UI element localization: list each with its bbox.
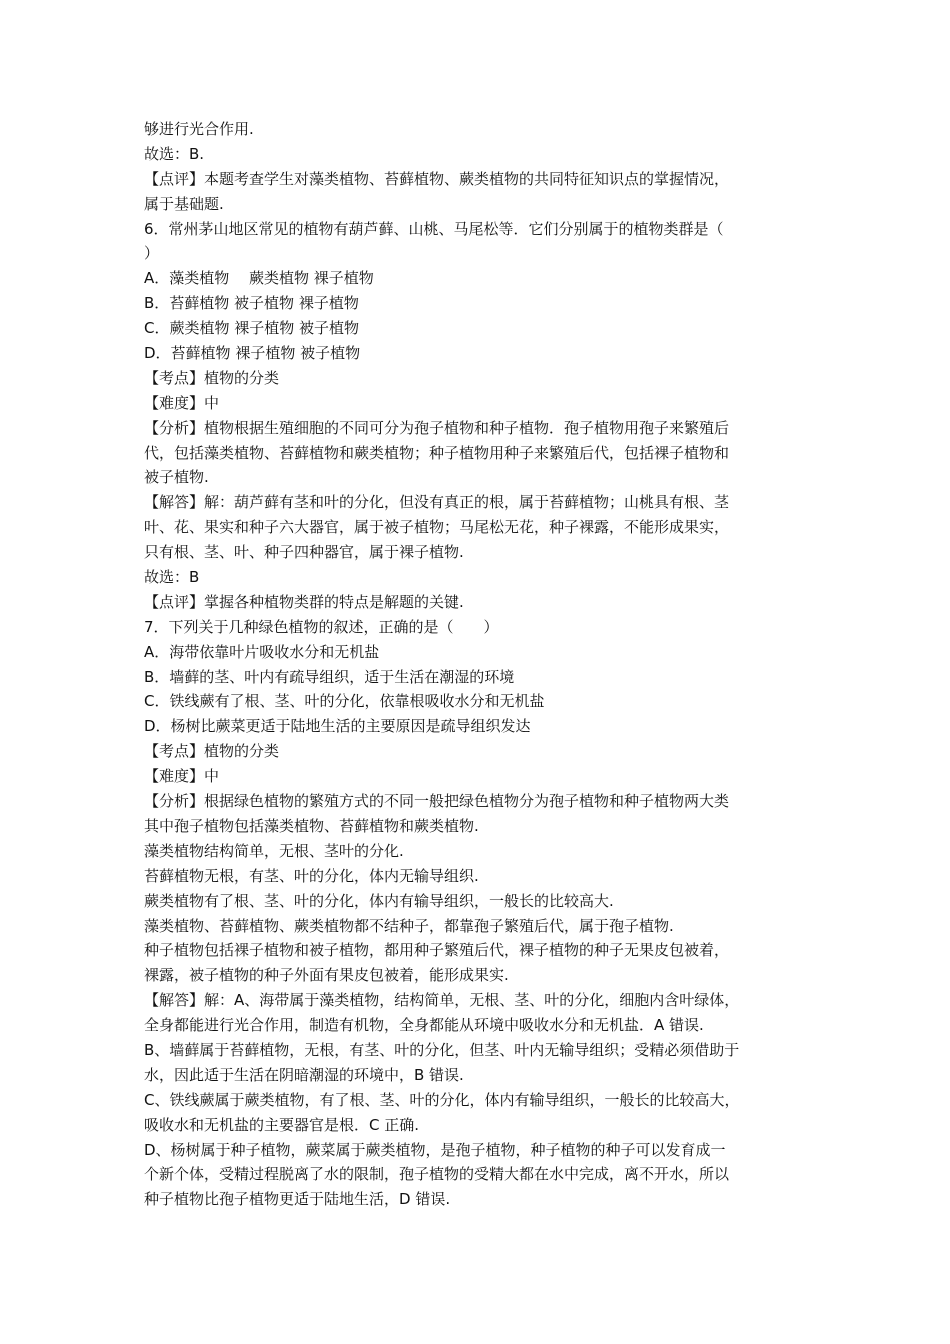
text-line: 被子植物. (144, 468, 209, 487)
text-line: 故选：B. (144, 144, 205, 163)
text-line: 6．常州茅山地区常见的植物有葫芦藓、山桃、马尾松等．它们分别属于的植物类群是（ (144, 219, 724, 238)
text-line: 藻类植物、苔藓植物、蕨类植物都不结种子，都靠孢子繁殖后代，属于孢子植物. (144, 916, 674, 935)
text-line: D．杨树比蕨菜更适于陆地生活的主要原因是疏导组织发达 (144, 717, 531, 736)
text-line: 个新个体，受精过程脱离了水的限制，孢子植物的受精大都在水中完成，离不开水，所以 (144, 1165, 730, 1184)
text-line: ） (144, 244, 160, 263)
text-line: 水，因此适于生活在阴暗潮湿的环境中，B 错误. (144, 1065, 464, 1084)
text-line: 【难度】中 (144, 767, 220, 786)
text-line: 叶、花、果实和种子六大器官，属于被子植物；马尾松无花，种子裸露，不能形成果实， (144, 518, 730, 537)
text-line: 【点评】掌握各种植物类群的特点是解题的关键. (144, 592, 464, 611)
text-line: 属于基础题. (144, 194, 224, 213)
text-line: 其中孢子植物包括藻类植物、苔藓植物和蕨类植物. (144, 816, 479, 835)
text-line: D、杨树属于种子植物，蕨菜属于蕨类植物，是孢子植物，种子植物的种子可以发育成一 (144, 1140, 726, 1159)
text-line: 蕨类植物有了根、茎、叶的分化，体内有输导组织，一般长的比较高大. (144, 891, 614, 910)
text-line: 藻类植物结构简单，无根、茎叶的分化. (144, 841, 404, 860)
text-line: 裸露，被子植物的种子外面有果皮包被着，能形成果实. (144, 966, 509, 985)
text-line: 【分析】植物根据生殖细胞的不同可分为孢子植物和种子植物．孢子植物用孢子来繁殖后 (144, 418, 730, 437)
text-line: C．铁线蕨有了根、茎、叶的分化，依靠根吸收水分和无机盐 (144, 692, 545, 711)
text-line: A．海带依靠叶片吸收水分和无机盐 (144, 642, 380, 661)
text-line: 【解答】解：A、海带属于藻类植物，结构简单，无根、茎、叶的分化，细胞内含叶绿体， (144, 991, 740, 1010)
text-line: 【分析】根据绿色植物的繁殖方式的不同一般把绿色植物分为孢子植物和种子植物两大类 (144, 792, 730, 811)
text-line: B．苔藓植物 被子植物 裸子植物 (144, 294, 359, 313)
text-line: 苔藓植物无根，有茎、叶的分化，体内无输导组织. (144, 866, 479, 885)
text-line: D．苔藓植物 裸子植物 被子植物 (144, 344, 361, 363)
text-line: 代，包括藻类植物、苔藓植物和蕨类植物；种子植物用种子来繁殖后代，包括裸子植物和 (144, 443, 730, 462)
text-line: C．蕨类植物 裸子植物 被子植物 (144, 319, 360, 338)
text-line: 【考点】植物的分类 (144, 368, 280, 387)
text-line: 吸收水和无机盐的主要器官是根．C 正确. (144, 1115, 420, 1134)
text-line: 【点评】本题考查学生对藻类植物、苔藓植物、蕨类植物的共同特征知识点的掌握情况， (144, 169, 730, 188)
text-line: 【难度】中 (144, 393, 220, 412)
document-body (144, 117, 834, 1212)
text-line: 全身都能进行光合作用，制造有机物，全身都能从环境中吸收水分和无机盐．A 错误. (144, 1016, 704, 1035)
text-line: 只有根、茎、叶、种子四种器官，属于裸子植物. (144, 543, 464, 562)
text-line: 【解答】解：葫芦藓有茎和叶的分化，但没有真正的根，属于苔藓植物；山桃具有根、茎 (144, 493, 730, 512)
text-line: B、墙藓属于苔藓植物，无根，有茎、叶的分化，但茎、叶内无输导组织；受精必须借助于 (144, 1040, 740, 1059)
text-line: 种子植物包括裸子植物和被子植物，都用种子繁殖后代，裸子植物的种子无果皮包被着， (144, 941, 730, 960)
text-line: C、铁线蕨属于蕨类植物，有了根、茎、叶的分化，体内有输导组织，一般长的比较高大， (144, 1090, 740, 1109)
text-line: B．墙藓的茎、叶内有疏导组织，适于生活在潮湿的环境 (144, 667, 515, 686)
text-line: 【考点】植物的分类 (144, 742, 280, 761)
text-line: 故选：B (144, 568, 200, 587)
text-line: A．藻类植物 蕨类植物 裸子植物 (144, 269, 374, 288)
text-line: 够进行光合作用. (144, 120, 254, 138)
text-line: 种子植物比孢子植物更适于陆地生活，D 错误. (144, 1190, 451, 1209)
text-line: 7．下列关于几种绿色植物的叙述，正确的是（ ） (144, 617, 499, 636)
